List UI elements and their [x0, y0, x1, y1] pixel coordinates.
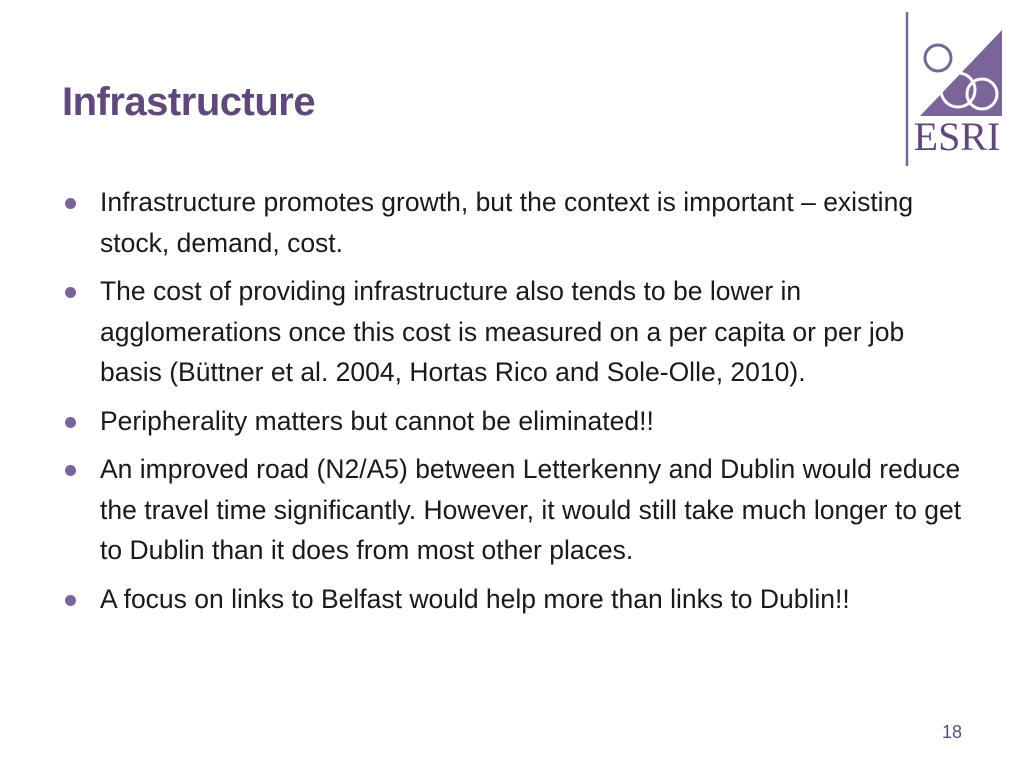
- bullet-dot-icon: [65, 417, 76, 428]
- bullet-item: [62, 449, 967, 571]
- esri-logo: [900, 12, 1010, 170]
- bullet-item: [62, 182, 967, 263]
- bullet-list: [62, 182, 967, 627]
- bullet-dot-icon: [65, 465, 76, 476]
- bullet-dot-icon: [65, 287, 76, 298]
- bullet-text: A focus on links to Belfast would help more than links to Dublin!!: [100, 583, 850, 614]
- logo-text: ESRI: [913, 114, 1001, 159]
- bullet-text: Infrastructure promotes growth, but the context is important – existing stock, demand, cost.: [100, 187, 914, 258]
- bullet-text: Peripherality matters but cannot be eliminated!!: [100, 405, 654, 436]
- bullet-dot-icon: [65, 595, 76, 606]
- bullet-item: [62, 579, 967, 620]
- page-number: 18: [941, 722, 962, 742]
- bullet-text: An improved road (N2/A5) between Letterkenny and Dublin would reduce the travel time significantly. However, it would still take much longer to get to Dublin than it does from most other places.: [100, 454, 962, 565]
- bullet-item: [62, 401, 967, 442]
- bullet-text: The cost of providing infrastructure also tends to be lower in agglomerations once this cost is measured on a per capita or per job basis (Büttner et al. 2004, Hortas Rico and Sole-Olle, 2010).: [100, 276, 905, 387]
- bullet-item: [62, 271, 967, 393]
- bullet-dot-icon: [65, 198, 76, 209]
- slide-title: Infrastructure: [62, 80, 316, 124]
